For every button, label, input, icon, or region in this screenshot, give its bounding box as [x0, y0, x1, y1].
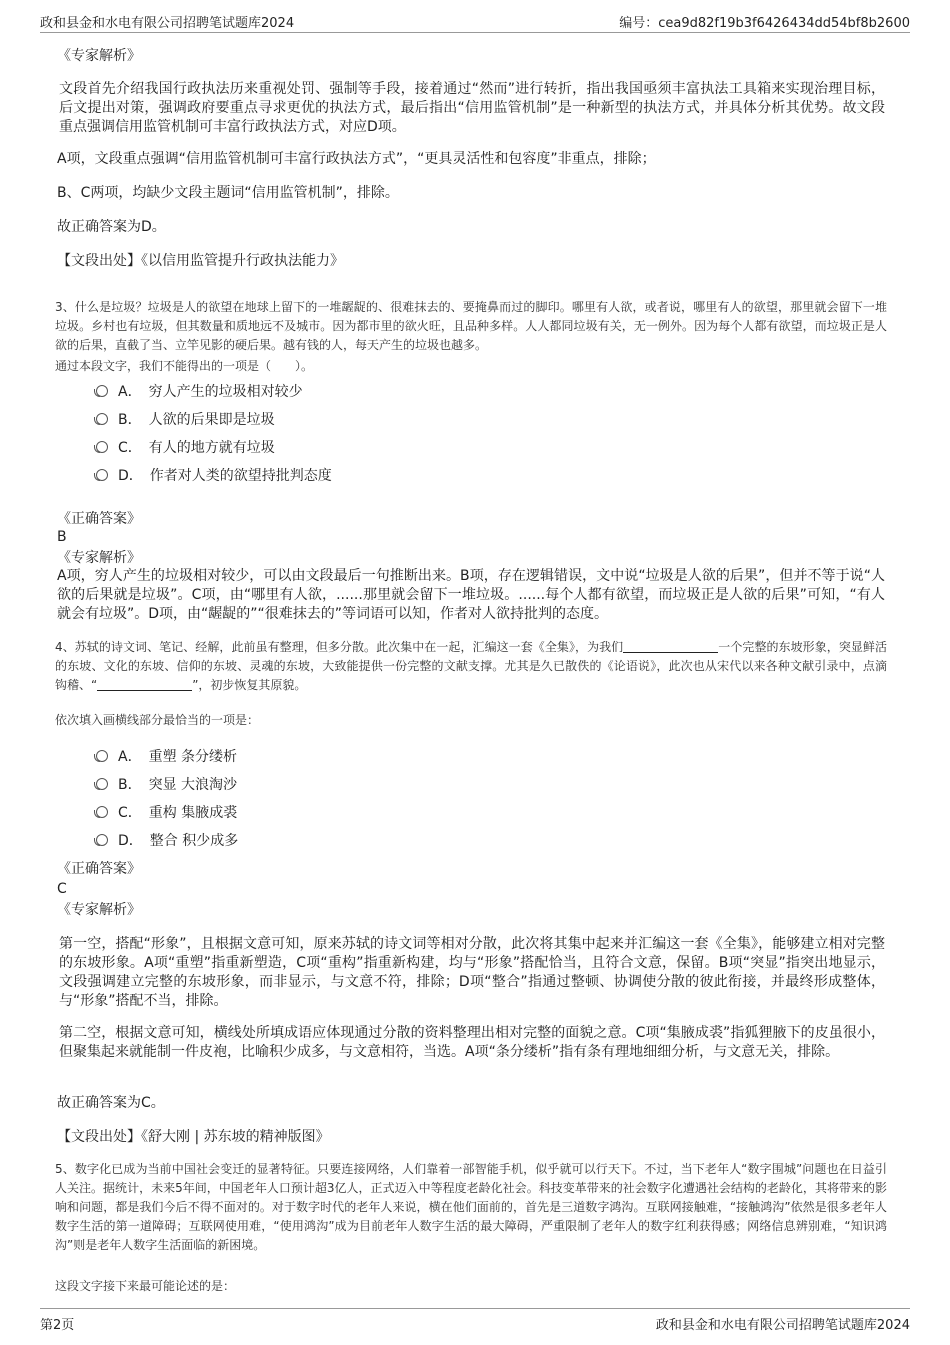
q4-blank-2: [97, 678, 192, 691]
q2-conclusion: 故正确答案为D。: [57, 219, 166, 235]
q4-analysis-label: 《专家解析》: [57, 902, 141, 918]
q3-option-c[interactable]: [96, 438, 275, 458]
q2-analysis-label: 《专家解析》: [57, 48, 141, 64]
q4-source: 【文段出处】《舒大刚 | 苏东坡的精神版图》: [57, 1129, 330, 1145]
q3-stem: 3、什么是垃圾？垃圾是人的欲望在地球上留下的一堆龌龊的、很难抹去的、要掩鼻而过的脚印。哪里有人欲，或者说，哪里有人的欲望，那里就会留下一堆垃圾。乡村也有垃圾，但其数量和质地远不及城市。因为都市里的欲火旺，且品种多样。人人都同垃圾有关，无一例外。因为每个人都有欲望，而垃圾正是人欲的后果，直截了当、立竿见影的硬后果。越有钱的人，每天产生的垃圾也越多。: [55, 300, 887, 352]
page-number: 第2页: [40, 1318, 75, 1333]
radio-icon[interactable]: [96, 385, 108, 397]
radio-icon[interactable]: [96, 806, 108, 818]
radio-icon[interactable]: [96, 750, 108, 762]
q3-ask: 通过本段文字，我们不能得出的一项是（ ）。: [55, 359, 314, 373]
q3-analysis-label: 《专家解析》: [57, 550, 141, 566]
q3-option-b[interactable]: [96, 410, 275, 430]
q4-analysis-2: 第二空，根据文意可知，横线处所填成语应体现通过分散的资料整理出相对完整的面貌之意。C项“集腋成裘”指狐狸腋下的皮虽很小，但聚集起来就能制一件皮袍，比喻积少成多，与文意相符，当选。A项“条分缕析”指有条有理地细细分析，与文意无关，排除。: [59, 1025, 885, 1060]
q4-stem: [55, 638, 887, 695]
q4-option-a-text: A． 重塑 条分缕析: [118, 749, 238, 765]
q3-option-d[interactable]: [96, 466, 332, 486]
q2-analysis: 文段首先介绍我国行政执法历来重视处罚、强制等手段，接着通过“然而”进行转折，指出我国亟须丰富执法工具箱来实现治理目标，后文提出对策，强调政府要重点寻求更优的执法方式，最后指出“信用监管机制”是一种新型的执法方式，并具体分析其优势。故文段重点强调信用监管机制可丰富行政执法方式，对应D项。: [59, 81, 885, 135]
q4-answer: C: [57, 881, 67, 897]
radio-icon[interactable]: [96, 441, 108, 453]
header-doc-id: 编号：cea9d82f19b3f6426434dd54bf8b2600: [619, 16, 910, 31]
q3-option-b-text: B． 人欲的后果即是垃圾: [118, 412, 275, 428]
q4-option-c-text: C． 重构 集腋成裘: [118, 805, 238, 821]
q4-ask: 依次填入画横线部分最恰当的一项是：: [55, 713, 260, 727]
page-header: [40, 10, 910, 33]
q4-stem-part2: 一个完整的东坡形象，突显鲜活的东坡、文化的东坡、信仰的东坡、灵魂的东坡，大致能提供一份完整的文献支撑。尤其是久已散佚的《论语说》，此次也从宋代以来各种文献引录中，点滴钩稽、“: [55, 640, 887, 692]
q3-option-c-text: C． 有人的地方就有垃圾: [118, 440, 275, 456]
footer-title: 政和县金和水电有限公司招聘笔试题库2024: [655, 1318, 910, 1333]
header-title: 政和县金和水电有限公司招聘笔试题库2024: [40, 16, 295, 31]
q4-answer-label: 《正确答案》: [57, 861, 141, 877]
q4-option-d-text: D． 整合 积少成多: [118, 833, 239, 849]
q5-stem: 5、数字化已成为当前中国社会变迁的显著特征。只要连接网络，人们靠着一部智能手机，似乎就可以行天下。不过，当下老年人“数字围城”问题也在日益引人关注。据统计，未来5年间，中国老年人口预计超3亿人，正式迈入中等程度老龄化社会。科技变革带来的社会数字化遭遇社会结构的老龄化，其将带来的影响和问题，都是我们今后不得不面对的。对于数字时代的老年人来说，横在他们面前的，首先是三道数字鸿沟。互联网接触难，“接触鸿沟”依然是很多老年人数字生活的第一道障碍；互联网使用难，“使用鸿沟”成为目前老年人数字生活的最大障碍，严重限制了老年人的数字红利获得感；网络信息辨别难，“知识鸿沟”则是老年人数字生活面临的新困境。: [55, 1162, 887, 1252]
radio-icon[interactable]: [96, 413, 108, 425]
q4-option-c[interactable]: [96, 803, 237, 823]
q3-option-a-text: A． 穷人产生的垃圾相对较少: [118, 384, 303, 400]
q4-option-d[interactable]: [96, 831, 238, 851]
radio-icon[interactable]: [96, 778, 108, 790]
radio-icon[interactable]: [96, 834, 108, 846]
q4-option-a[interactable]: [96, 747, 237, 767]
q3-analysis: A项，穷人产生的垃圾相对较少，可以由文段最后一句推断出来。B项，存在逻辑错误，文中说“垃圾是人欲的后果”，但并不等于说“人欲的后果就是垃圾”。C项，由“哪里有人欲，......那里就会留下一堆垃圾。......每个人都有欲望，而垃圾正是人欲的后果”可知，“有人就会有垃圾”。D项，由“龌龊的”“很难抹去的”等词语可以知，作者对人欲持批判的态度。: [57, 568, 885, 622]
q3-option-d-text: D． 作者对人类的欲望持批判态度: [118, 468, 332, 484]
q4-conclusion: 故正确答案为C。: [57, 1095, 165, 1111]
q2-source: 【文段出处】《以信用监管提升行政执法能力》: [57, 253, 344, 269]
q3-answer-label: 《正确答案》: [57, 511, 141, 527]
q4-option-b[interactable]: [96, 775, 237, 795]
q2-note-bc: B、C两项，均缺少文段主题词“信用监管机制”，排除。: [57, 185, 399, 201]
q2-note-a: A项，文段重点强调“信用监管机制可丰富行政执法方式”，“更具灵活性和包容度”非重点，排除；: [57, 151, 656, 167]
q4-stem-part1: 4、苏轼的诗文词、笔记、经解，此前虽有整理，但多分散。此次集中在一起，汇编这一套《全集》，为我们: [55, 640, 624, 654]
q4-option-b-text: B． 突显 大浪淘沙: [118, 777, 238, 793]
page-footer: [40, 1308, 910, 1335]
q3-option-a[interactable]: [96, 382, 303, 402]
radio-icon[interactable]: [96, 469, 108, 481]
q3-answer: B: [57, 529, 67, 545]
q4-stem-part3: ”，初步恢复其原貌。: [192, 678, 307, 692]
q5-ask: 这段文字接下来最可能论述的是：: [55, 1279, 236, 1293]
q4-analysis-1: 第一空，搭配“形象”，且根据文意可知，原来苏轼的诗文词等相对分散，此次将其集中起来并汇编这一套《全集》，能够建立相对完整的东坡形象。A项“重塑”指重新塑造，C项“重构”指重新构建，均与“形象”搭配恰当，且符合文意，保留。B项“突显”指突出地显示，文段强调建立完整的东坡形象，而非显示，与文意不符，排除；D项“整合”指通过整顿、协调使分散的彼此衔接，并最终形成整体，与“形象”搭配不当，排除。: [59, 936, 885, 1009]
q4-blank-1: [623, 640, 718, 653]
